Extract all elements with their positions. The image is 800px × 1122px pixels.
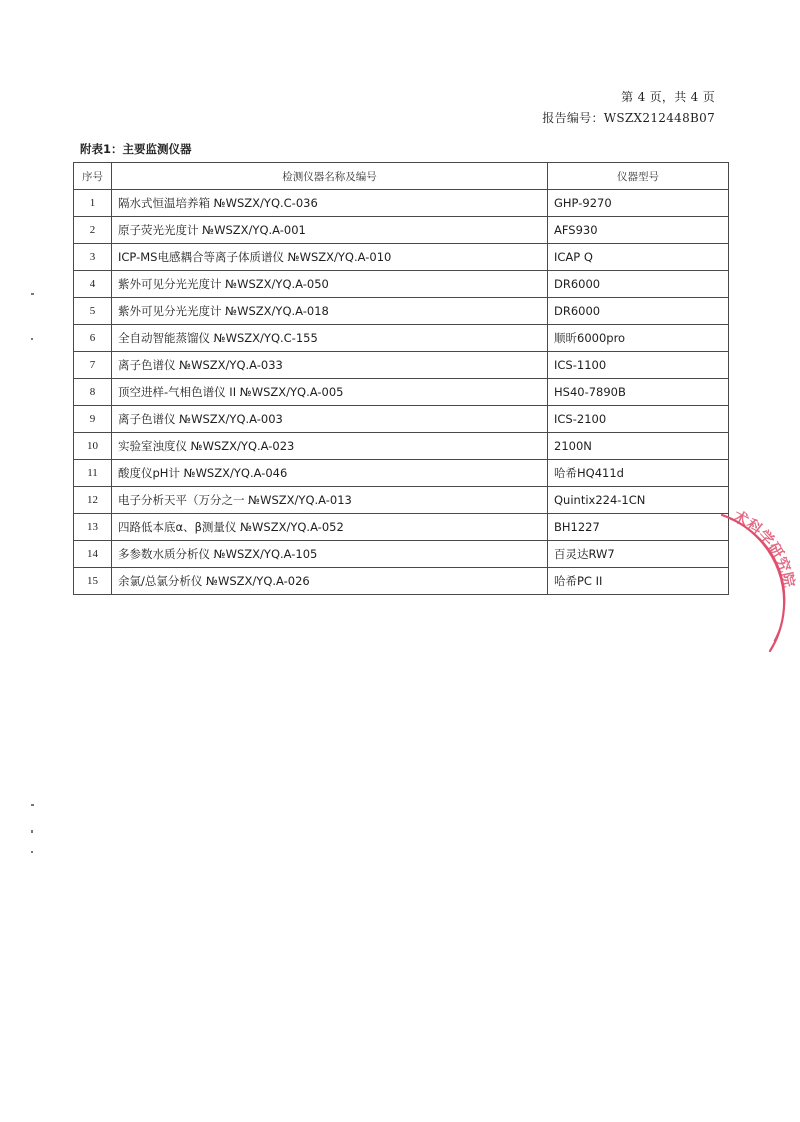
row-serial-no: 15	[74, 568, 112, 595]
row-instrument-name: ICP-MS电感耦合等离子体质谱仪 №WSZX/YQ.A-010	[112, 244, 548, 271]
table-row	[74, 514, 729, 541]
row-serial-no: 8	[74, 379, 112, 406]
row-serial-no: 13	[74, 514, 112, 541]
row-instrument-name: 顶空进样-气相色谱仪 II №WSZX/YQ.A-005	[112, 379, 548, 406]
scan-speck	[31, 804, 34, 806]
row-instrument-model: AFS930	[548, 217, 729, 244]
header-instrument-name: 检测仪器名称及编号	[112, 163, 548, 190]
official-seal	[690, 505, 800, 655]
table-body	[74, 190, 729, 595]
row-serial-no: 7	[74, 352, 112, 379]
row-serial-no: 3	[74, 244, 112, 271]
row-instrument-model: 百灵达RW7	[548, 541, 729, 568]
table-row	[74, 325, 729, 352]
report-number: 报告编号：WSZX212448B07	[542, 111, 715, 125]
table-header-row	[74, 163, 729, 190]
row-instrument-model: DR6000	[548, 271, 729, 298]
table-row	[74, 541, 729, 568]
table-row	[74, 271, 729, 298]
row-instrument-name: 原子荧光光度计 №WSZX/YQ.A-001	[112, 217, 548, 244]
scan-speck	[31, 830, 33, 833]
table-row	[74, 568, 729, 595]
table-row	[74, 379, 729, 406]
row-instrument-name: 紫外可见分光光度计 №WSZX/YQ.A-018	[112, 298, 548, 325]
instrument-table	[73, 162, 729, 595]
row-serial-no: 11	[74, 460, 112, 487]
row-serial-no: 1	[74, 190, 112, 217]
row-instrument-model: ICS-1100	[548, 352, 729, 379]
row-serial-no: 4	[74, 271, 112, 298]
row-instrument-model: BH1227	[548, 514, 729, 541]
row-serial-no: 14	[74, 541, 112, 568]
table-row	[74, 460, 729, 487]
page-number: 第 4 页，共 4 页	[621, 90, 715, 104]
row-instrument-name: 离子色谱仪 №WSZX/YQ.A-003	[112, 406, 548, 433]
table-row	[74, 298, 729, 325]
row-instrument-model: GHP-9270	[548, 190, 729, 217]
row-instrument-model: HS40-7890B	[548, 379, 729, 406]
row-instrument-model: DR6000	[548, 298, 729, 325]
table-row	[74, 433, 729, 460]
scan-speck	[31, 338, 33, 340]
table-row	[74, 406, 729, 433]
table-caption: 附表1：主要监测仪器	[80, 142, 192, 156]
row-serial-no: 12	[74, 487, 112, 514]
table-row	[74, 244, 729, 271]
row-instrument-model: ICS-2100	[548, 406, 729, 433]
table-row	[74, 352, 729, 379]
header-serial-no: 序号	[74, 163, 112, 190]
header-instrument-model: 仪器型号	[548, 163, 729, 190]
table-row	[74, 217, 729, 244]
row-instrument-model: 哈希PC II	[548, 568, 729, 595]
row-serial-no: 6	[74, 325, 112, 352]
row-instrument-name: 紫外可见分光光度计 №WSZX/YQ.A-050	[112, 271, 548, 298]
row-instrument-name: 四路低本底α、β测量仪 №WSZX/YQ.A-052	[112, 514, 548, 541]
row-serial-no: 9	[74, 406, 112, 433]
row-instrument-name: 酸度仪pH计 №WSZX/YQ.A-046	[112, 460, 548, 487]
row-instrument-model: 2100N	[548, 433, 729, 460]
scan-speck	[31, 293, 34, 295]
row-instrument-model: Quintix224-1CN	[548, 487, 729, 514]
row-instrument-name: 隔水式恒温培养箱 №WSZX/YQ.C-036	[112, 190, 548, 217]
row-instrument-name: 多参数水质分析仪 №WSZX/YQ.A-105	[112, 541, 548, 568]
table-row	[74, 487, 729, 514]
scan-speck	[31, 851, 33, 853]
row-instrument-model: 哈希HQ411d	[548, 460, 729, 487]
row-instrument-model: 顺昕6000pro	[548, 325, 729, 352]
row-serial-no: 10	[74, 433, 112, 460]
row-serial-no: 5	[74, 298, 112, 325]
table-row	[74, 190, 729, 217]
row-instrument-name: 离子色谱仪 №WSZX/YQ.A-033	[112, 352, 548, 379]
row-instrument-name: 电子分析天平（万分之一 №WSZX/YQ.A-013	[112, 487, 548, 514]
row-instrument-name: 实验室浊度仪 №WSZX/YQ.A-023	[112, 433, 548, 460]
row-instrument-name: 全自动智能蒸馏仪 №WSZX/YQ.C-155	[112, 325, 548, 352]
row-instrument-name: 余氯/总氯分析仪 №WSZX/YQ.A-026	[112, 568, 548, 595]
row-serial-no: 2	[74, 217, 112, 244]
row-instrument-model: ICAP Q	[548, 244, 729, 271]
svg-text:术科学研究院: 术科学研究院	[730, 506, 799, 590]
